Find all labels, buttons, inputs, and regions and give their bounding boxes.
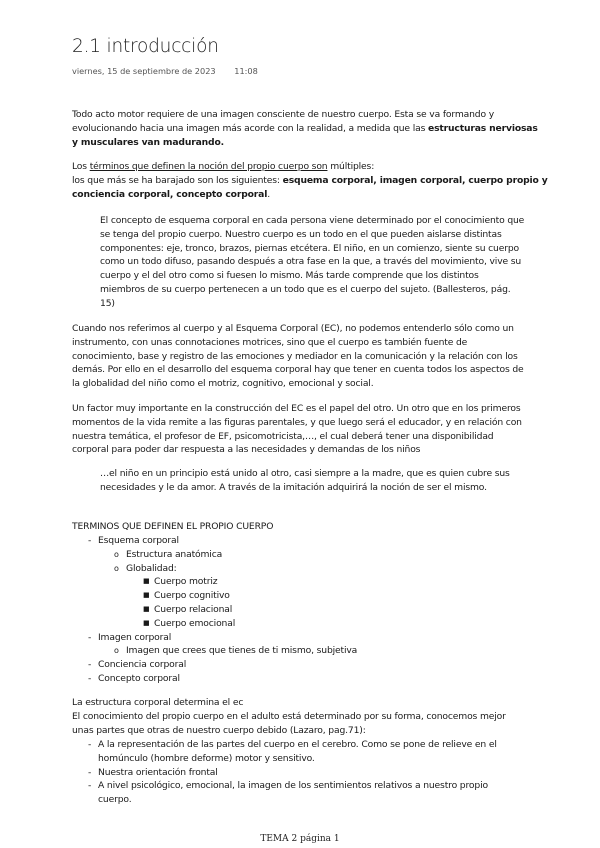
reasons-list: [72, 738, 497, 807]
terms-heading: TERMINOS QUE DEFINEN EL PROPIO CUERPO: [72, 521, 274, 532]
list-item: - Imagen corporal: [88, 631, 172, 643]
text-line: Cuando nos referimos al cuerpo y al Esquema Corporal (EC), no podemos entenderlo sólo como un: [72, 323, 514, 334]
quote-line: miembros de su cuerpo pertenecen a un todo que es el cuerpo del sujeto. (Ballesteros, pág.: [100, 283, 511, 295]
terms-paragraph: [72, 160, 548, 201]
square-bullet: ■: [143, 591, 150, 600]
bold-text: conciencia corporal, concepto corporal: [72, 188, 268, 200]
list-item: - Nuestra orientación frontal: [88, 766, 218, 778]
quote-line: …el niño en un principio está unido al otro, casi siempre a la madre, que es quien cubre sus: [100, 468, 510, 479]
quote-line: componentes: eje, tronco, brazos, piernas etcétera. El niño, en un comienzo, siente su cuerpo: [100, 242, 520, 254]
quote-esquema-corporal: [100, 214, 524, 311]
quote-line: como un todo difuso, pasando después a otra fase en la que, a través del movimiento, vive su: [100, 256, 522, 268]
dash-bullet: -: [88, 535, 92, 546]
quote-line: 15): [100, 297, 115, 309]
quote-line: necesidades y le da amor. A través de la imitación adquirirá la noción de ser el mismo.: [100, 481, 487, 493]
quote-line: cuerpo y el del otro como si fuesen lo mismo. Más tarde comprende que los distintos: [100, 270, 479, 282]
list-item: - Conciencia corporal: [88, 659, 187, 671]
text-line: Los términos que definen la noción del propio cuerpo son múltiples:: [72, 161, 375, 172]
text-line: la globalidad del niño como el motriz, cognitivo, emocional y social.: [72, 378, 374, 390]
text-line: los que más se ha barajado son los siguientes: esquema corporal, imagen corporal, cuerpo propio y: [72, 174, 548, 186]
bold-text: esquema corporal, imagen corporal, cuerpo propio y: [282, 174, 548, 186]
list-item: o Estructura anatómica: [114, 548, 223, 560]
text-line: nuestra temática, el profesor de EF, psicomotricista,…, el cual deberá tener una disponibilidad: [72, 430, 494, 442]
list-item: - A nivel psicológico, emocional, la imagen de los sentimientos relativos a nuestro propio cuerpo.: [88, 780, 488, 806]
list-item: ■ Cuerpo motriz: [143, 576, 218, 588]
text-line: El conocimiento del propio cuerpo en el adulto está determinado por su forma, conocemos mejor: [72, 710, 506, 722]
circle-bullet: o: [114, 563, 119, 573]
bold-text: estructuras nerviosas: [428, 122, 538, 134]
square-bullet: ■: [143, 604, 150, 613]
dash-bullet: -: [88, 739, 92, 750]
text-line: demás. Por ello en el desarrollo del esquema corporal hay que tener en cuenta todos los aspectos de: [72, 364, 524, 376]
text-line: unas partes que otras de nuestro cuerpo debido (Lazaro, pag.71):: [72, 724, 366, 736]
page-title: 2.1 introducción: [72, 36, 219, 57]
list-item: ■ Cuerpo relacional: [143, 603, 233, 615]
note-date: viernes, 15 de septiembre de 2023: [72, 66, 216, 76]
text-line: instrumento, con unas connotaciones motrices, sino que el cuerpo es también fuente de: [72, 336, 468, 348]
quote-line: El concepto de esquema corporal en cada persona viene determinado por el conocimiento que: [100, 215, 525, 226]
list-item: - A la representación de las partes del cuerpo en el cerebro. Como se pone de relieve en el homúnculo (hombre deforme) motor y sensitivo.: [88, 739, 497, 764]
text-line: Un factor muy importante en la construcción del EC es el papel del otro. Un otro que en los primeros: [72, 403, 521, 414]
body-paragraph-otro: [72, 402, 522, 457]
quote-line: se tenga del propio cuerpo. Nuestro cuerpo es un todo en el que pueden aislarse distintas: [100, 228, 502, 240]
square-bullet: ■: [143, 577, 150, 586]
list-item: - Esquema corporal: [88, 535, 179, 546]
text-line: corporal para poder dar respuesta a las necesidades y demandas de los niños: [72, 444, 421, 456]
text-line: momentos de la vida remite a las figuras parentales, y que luego será el educador, y en relación con: [72, 416, 522, 428]
estructura-paragraph: [72, 696, 506, 737]
list-item: o Imagen que crees que tienes de ti mismo, subjetiva: [114, 645, 358, 657]
text-line: Todo acto motor requiere de una imagen consciente de nuestro cuerpo. Esta se va formando y: [72, 109, 495, 120]
intro-paragraph: [72, 108, 538, 149]
list-item: - Concepto corporal: [88, 672, 180, 684]
page-footer: TEMA 2 página 1: [260, 834, 340, 844]
quote-nino: [100, 467, 510, 495]
text-line: La estructura corporal determina el ec: [72, 697, 244, 708]
list-item: ■ Cuerpo emocional: [143, 617, 236, 629]
dash-bullet: -: [88, 766, 92, 778]
bold-text-line: y musculares van madurando.: [72, 136, 224, 148]
dash-bullet: -: [88, 780, 92, 792]
dash-bullet: -: [88, 659, 92, 671]
text-line: evolucionando hacia una imagen más acorde con la realidad, a medida que las estructuras nerviosas: [72, 122, 538, 134]
square-bullet: ■: [143, 618, 150, 627]
list-item: ■ Cuerpo cognitivo: [143, 590, 230, 602]
note-metadata: [72, 66, 258, 76]
body-paragraph-cuerpo: [72, 322, 524, 391]
note-time: 11:08: [234, 66, 258, 76]
dash-bullet: -: [88, 631, 92, 643]
text-line: conciencia corporal, concepto corporal.: [72, 188, 270, 200]
circle-bullet: o: [114, 549, 119, 559]
dash-bullet: -: [88, 672, 92, 684]
circle-bullet: o: [114, 646, 119, 656]
text-line: conocimiento, base y registro de las emociones y mediador en la comunicación y la relación con los: [72, 350, 518, 362]
list-item: o Globalidad:: [114, 562, 177, 574]
underlined-text: términos que definen la noción del propio cuerpo son: [89, 161, 328, 172]
terms-list: [72, 534, 357, 686]
